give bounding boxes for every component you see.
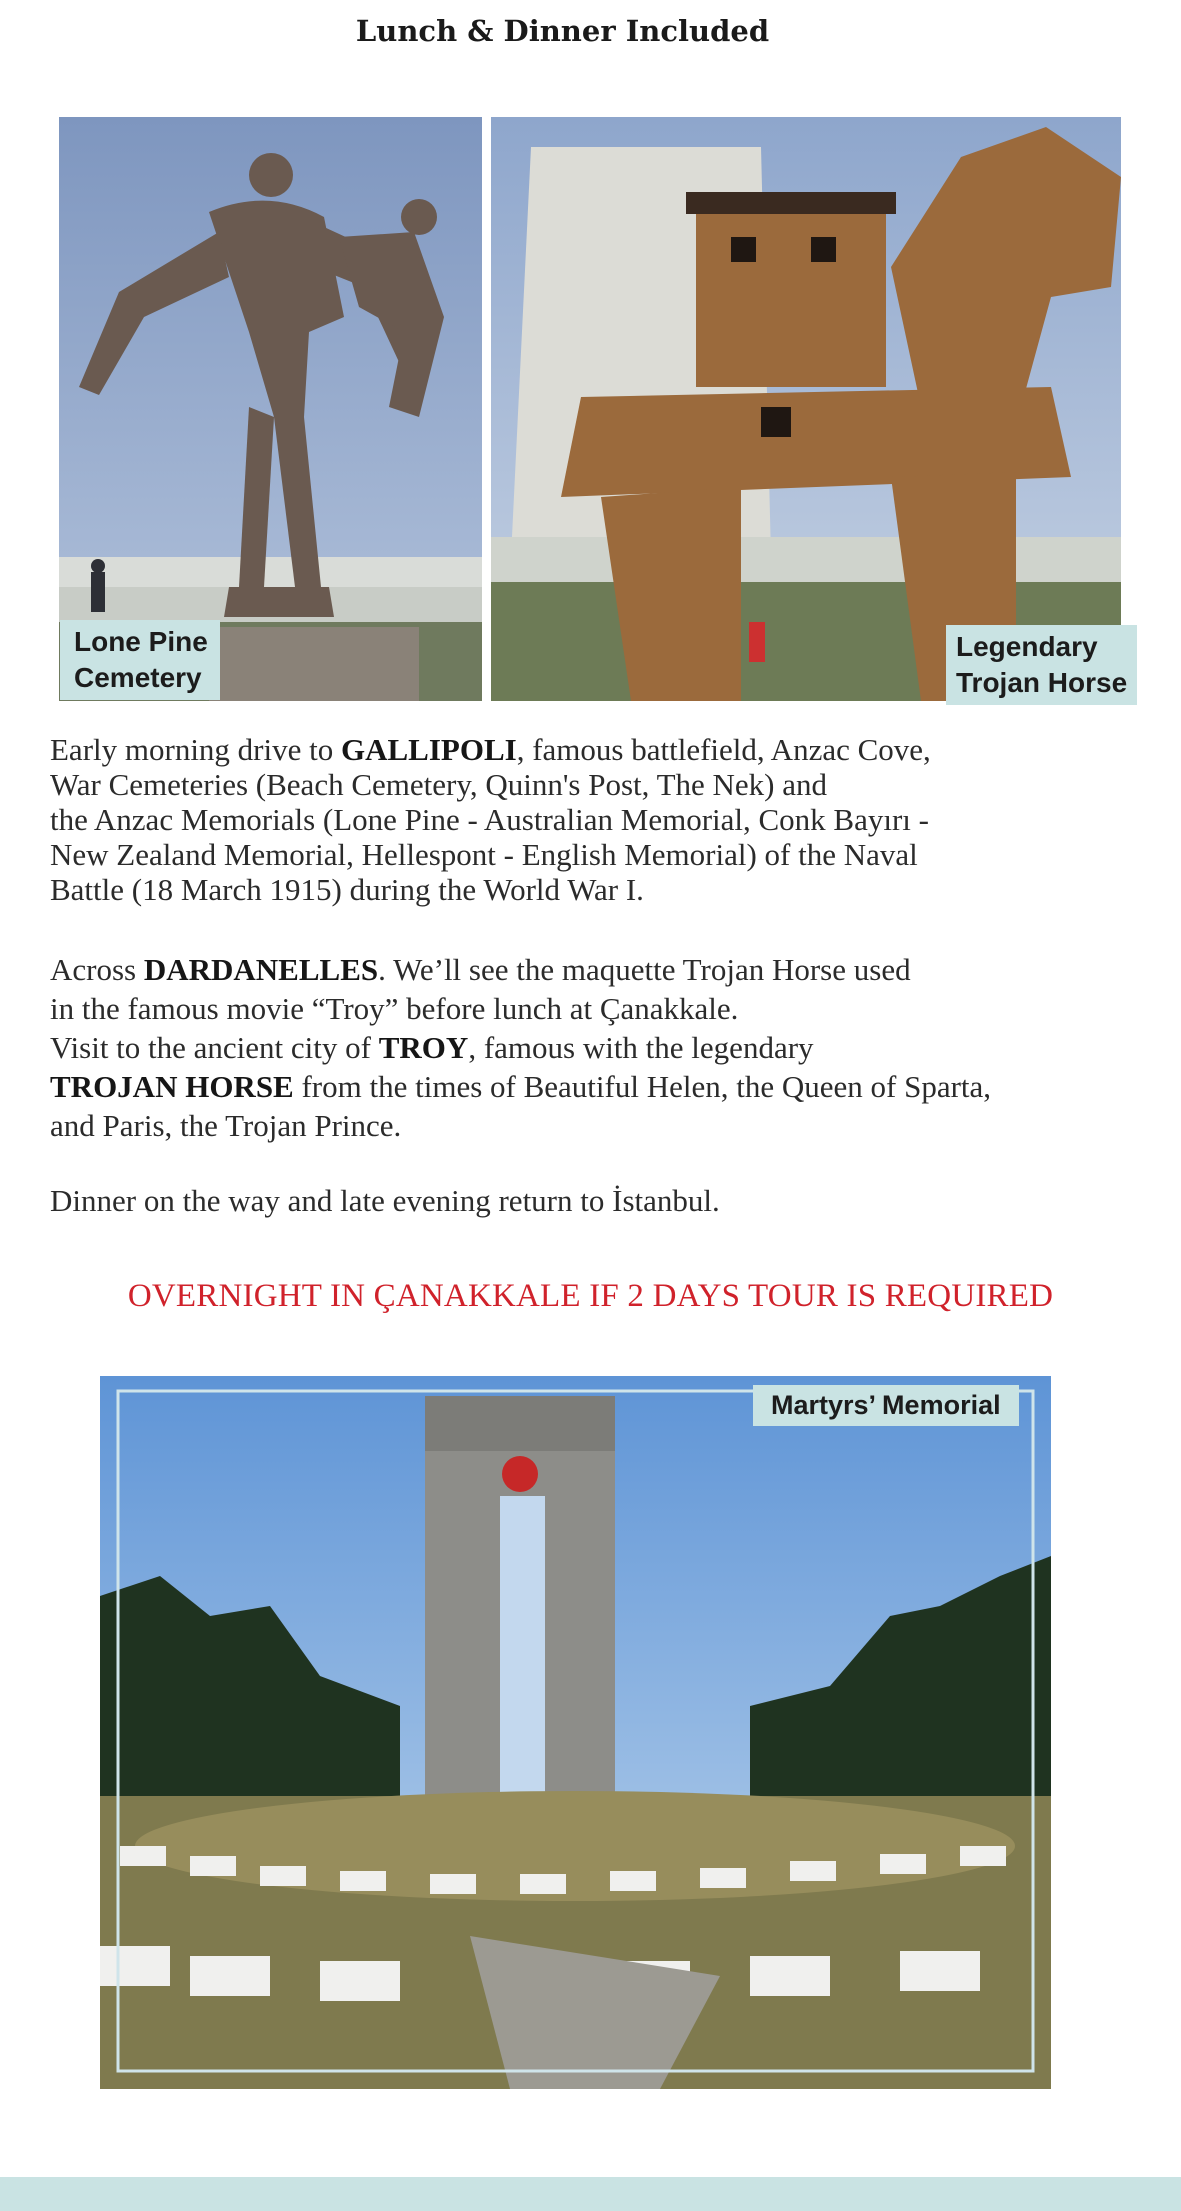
gallipoli-paragraph xyxy=(50,732,1150,907)
trojan-horse-bold: TROJAN HORSE xyxy=(50,1069,294,1104)
overnight-notice: OVERNIGHT IN ÇANAKKALE IF 2 DAYS TOUR IS REQUIRED xyxy=(127,1278,1054,1314)
gallipoli-line-2: War Cemeteries (Beach Cemetery, Quinn's Post, The Nek) and xyxy=(50,767,827,802)
return-paragraph: Dinner on the way and late evening return to İstanbul. xyxy=(50,1183,720,1218)
martyrs-memorial-photo xyxy=(100,1376,1051,2089)
trojan-horse-photo xyxy=(491,117,1121,701)
memorial-image xyxy=(100,1376,1051,2089)
trojan-horse-image xyxy=(491,117,1121,701)
gallipoli-line-3: the Anzac Memorials (Lone Pine - Australian Memorial, Conk Bayırı - xyxy=(50,802,929,837)
dardanelles-bold: DARDANELLES xyxy=(143,952,379,987)
footer-band xyxy=(0,2177,1181,2211)
soldier-statue-image xyxy=(59,117,482,701)
gallipoli-line-5: Battle (18 March 1915) during the World War I. xyxy=(50,872,644,907)
lone-pine-photo xyxy=(59,117,482,701)
troy-line-1: Across DARDANELLES. We’ll see the maquette Trojan Horse used xyxy=(50,952,911,987)
lone-pine-caption: Lone Pine Cemetery xyxy=(60,620,220,700)
martyrs-memorial-caption: Martyrs’ Memorial xyxy=(753,1385,1019,1426)
troy-bold: TROY xyxy=(378,1030,469,1065)
page-title: Lunch & Dinner Included xyxy=(355,14,770,48)
troy-line-3: Visit to the ancient city of TROY, famous with the legendary xyxy=(50,1030,814,1065)
troy-line-5: and Paris, the Trojan Prince. xyxy=(50,1108,402,1143)
gallipoli-line-1: Early morning drive to GALLIPOLI, famous battlefield, Anzac Cove, xyxy=(50,732,931,767)
troy-line-4: TROJAN HORSE from the times of Beautiful Helen, the Queen of Sparta, xyxy=(50,1069,992,1104)
gallipoli-line-4: New Zealand Memorial, Hellespont - English Memorial) of the Naval xyxy=(50,837,918,872)
troy-line-2: in the famous movie “Troy” before lunch at Çanakkale. xyxy=(50,991,739,1026)
gallipoli-bold: GALLIPOLI xyxy=(341,732,517,767)
trojan-horse-caption: Legendary Trojan Horse xyxy=(946,625,1137,705)
troy-paragraph xyxy=(50,950,1150,1145)
